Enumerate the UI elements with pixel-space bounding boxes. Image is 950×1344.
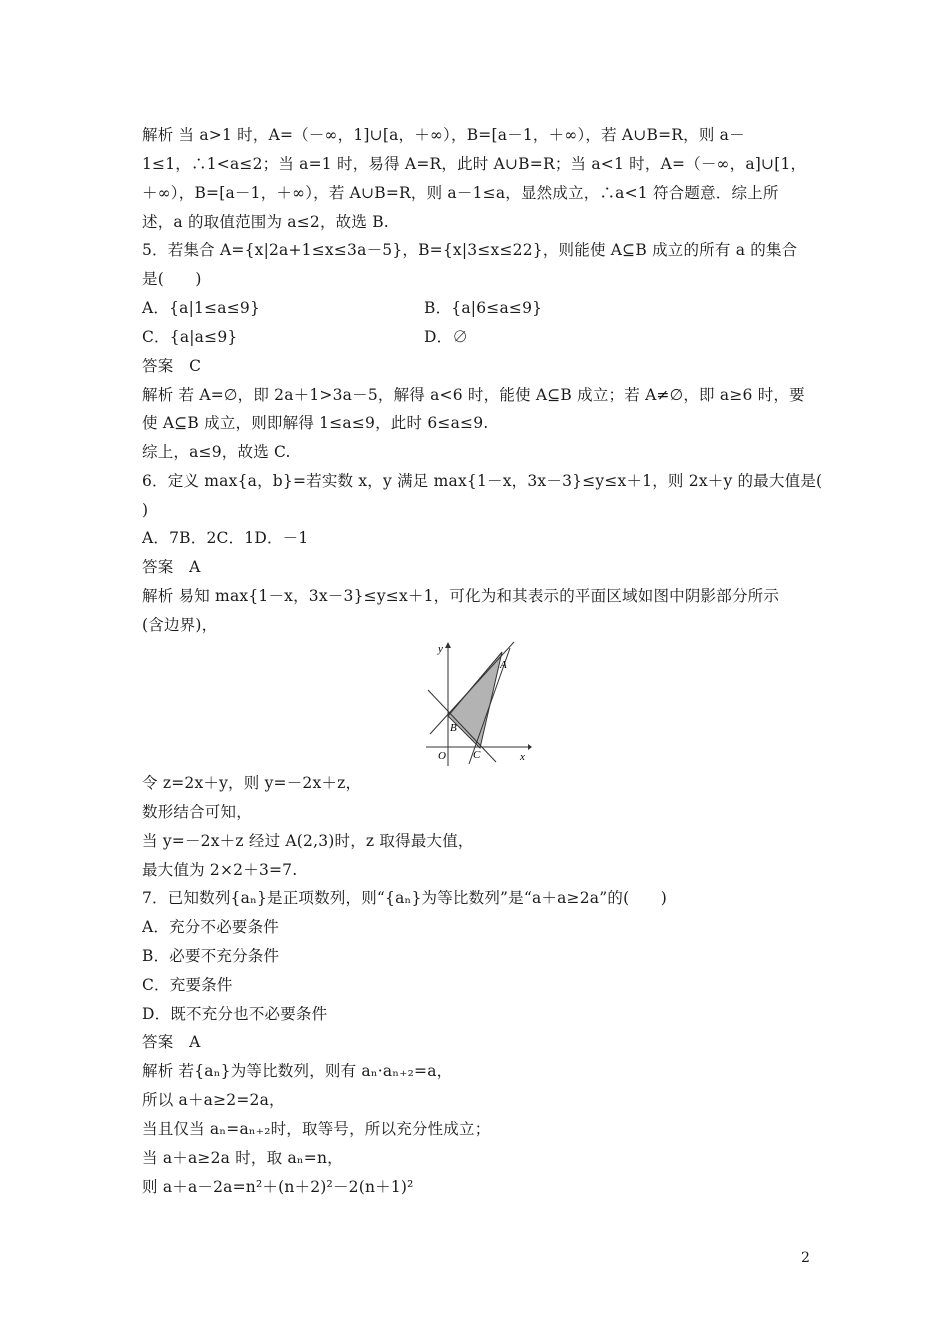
q5-options-row-2 bbox=[142, 327, 812, 347]
text-line: 解析 当 a>1 时，A=（－∞，1]∪[a，＋∞），B=[a－1，＋∞），若 A∪B=R，则 a－ bbox=[142, 126, 745, 144]
x-axis-arrow bbox=[528, 744, 532, 750]
text-line: 当 a＋a≥2a 时，取 aₙ=n， bbox=[142, 1149, 343, 1167]
origin-label: O bbox=[438, 750, 446, 762]
y-label: y bbox=[438, 643, 443, 655]
option-a: A．充分不必要条件 bbox=[142, 918, 279, 936]
point-b-label: B bbox=[450, 722, 457, 734]
option-d: D．既不充分也不必要条件 bbox=[142, 1005, 328, 1023]
option-c: C．充要条件 bbox=[142, 976, 233, 994]
option-c: C．{a|a≤9} bbox=[142, 328, 238, 346]
option-b: B．必要不充分条件 bbox=[142, 947, 280, 965]
text-line: 当且仅当 aₙ=aₙ₊₂时，取等号，所以充分性成立； bbox=[142, 1120, 491, 1138]
text-line: 所以 a＋a≥2=2a， bbox=[142, 1091, 285, 1109]
feasible-region-figure bbox=[420, 638, 532, 766]
answer-7: 答案 A bbox=[142, 1033, 201, 1051]
text-line: 最大值为 2×2＋3=7. bbox=[142, 861, 298, 879]
text-line: 综上，a≤9，故选 C. bbox=[142, 443, 291, 461]
text-line: 则 a＋a－2a=n²＋(n＋2)²－2(n＋1)² bbox=[142, 1178, 414, 1196]
text-line: ) bbox=[142, 501, 149, 519]
option-d: D．∅ bbox=[424, 328, 469, 346]
question-6-stem: 6．定义 max{a，b}=若实数 x，y 满足 max{1－x，3x－3}≤y≤x＋1，则 2x＋y 的最大值是( bbox=[142, 472, 823, 490]
text-line: 1≤1，∴1<a≤2；当 a=1 时，易得 A=R，此时 A∪B=R；当 a<1 时，A=（－∞，a]∪[1， bbox=[142, 155, 807, 173]
option-a: A．{a|1≤a≤9} bbox=[142, 299, 261, 317]
text-line: 数形结合可知， bbox=[142, 803, 252, 821]
q6-options: A．7B．2C．1D．－1 bbox=[142, 529, 309, 547]
text-line: 解析 若{aₙ}为等比数列，则有 aₙ·aₙ₊₂=a， bbox=[142, 1062, 453, 1080]
y-axis-arrow bbox=[445, 642, 451, 648]
q5-options-row-1 bbox=[142, 298, 812, 318]
text-line: 解析 易知 max{1－x，3x－3}≤y≤x＋1，可化为和其表示的平面区域如图中阴影部分所示 bbox=[142, 587, 780, 605]
question-7-stem: 7．已知数列{aₙ}是正项数列，则“{aₙ}为等比数列”是“a＋a≥2a”的( ) bbox=[142, 889, 667, 907]
x-label: x bbox=[520, 751, 525, 763]
point-a-label: A bbox=[500, 659, 507, 671]
option-b: B．{a|6≤a≤9} bbox=[424, 299, 543, 317]
text-line: (含边界)， bbox=[142, 616, 218, 634]
text-line: 解析 若 A=∅，即 2a＋1>3a－5，解得 a<6 时，能使 A⊆B 成立；若 A≠∅，即 a≥6 时，要 bbox=[142, 386, 805, 404]
text-line: 使 A⊆B 成立，则即解得 1≤a≤9，此时 6≤a≤9. bbox=[142, 414, 489, 432]
text-line: 述，a 的取值范围为 a≤2，故选 B. bbox=[142, 213, 389, 231]
answer-5: 答案 C bbox=[142, 357, 202, 375]
text-line: 令 z=2x＋y，则 y=－2x＋z， bbox=[142, 774, 362, 792]
answer-6: 答案 A bbox=[142, 558, 201, 576]
point-c-label: C bbox=[473, 749, 481, 761]
text-line: 当 y=－2x＋z 经过 A(2,3)时，z 取得最大值， bbox=[142, 832, 474, 850]
page-number: 2 bbox=[801, 1250, 810, 1266]
figure-svg bbox=[420, 638, 532, 766]
text-line: ＋∞），B=[a－1，＋∞），若 A∪B=R，则 a－1≤a，显然成立，∴a<1 符合题意．综上所 bbox=[142, 184, 779, 202]
question-5-stem: 5．若集合 A={x|2a+1≤x≤3a－5}，B={x|3≤x≤22}，则能使 A⊆B 成立的所有 a 的集合 bbox=[142, 241, 798, 259]
text-line: 是( ) bbox=[142, 270, 202, 288]
